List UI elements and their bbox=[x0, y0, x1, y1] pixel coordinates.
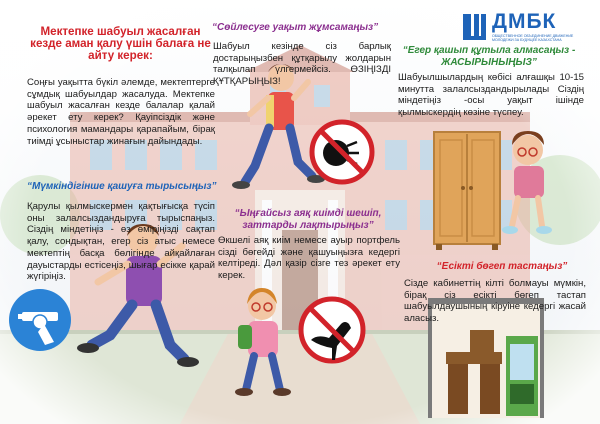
section-heading-shoes: “Ыңғайсыз аяқ киімді шешіп, заттарды лақтырыңыз” bbox=[234, 208, 382, 231]
section-text-flee: Қарулы қылмыскермен қақтығысқа түсіп оны залалсыздандыруға тырыспаңыз. Сіздің міндетіңіз - өз өміріңізді сақтап қалу, сондықтан, егер сіз атыс немесе мектептің басқа бөлігінде айқайлаған дауыстарды естісеңіз, шығар есікке қарай жүгіріңіз. bbox=[27, 201, 215, 283]
section-heading-block-door: “Есікті бөгеп тастаңыз” bbox=[436, 261, 568, 272]
no-talking-sign-icon bbox=[312, 122, 372, 182]
intro-text: Соңғы уақытта бүкіл әлемде, мектептерге сұмдық шабуылдар жасалуда. Мектепке шабуыл жасалған кезде балалар қалай әрекет ету керек? Қауіпсіздік және психология мамандары қарапайым, бірақ тиімді ұсыныстар жинағын дайындады. bbox=[27, 77, 215, 147]
section-text-block-door: Сізде кабинеттің кілті болмауы мүмкін, бірақ сіз есікті бөгеп тастап шабуылдаушының кіруіне кедергі жасай аласыз. bbox=[404, 278, 586, 325]
section-heading-no-talking: “Сөйлесуге уақыт жұмсамаңыз” bbox=[212, 22, 379, 33]
no-high-heels-sign-icon bbox=[301, 299, 363, 361]
page-title: Мектепке шабуыл жасалған кезде аман қалу үшін балаға не айту керек: bbox=[30, 25, 211, 63]
logo-mark-icon bbox=[462, 12, 488, 42]
section-text-no-talking: Шабуыл кезінде сіз барлық достарыңызбен құтқарылу жолдарын талқылап үлгермейсіз. ӨЗІҢІЗДІ ҚҰТҚАРЫҢЫЗ! bbox=[213, 41, 391, 88]
logo-wordmark: ДМБК bbox=[492, 10, 557, 33]
logo-subtitle: ОБЩЕСТВЕННОЕ ОБЪЕДИНЕНИЕ ДВИЖЕНИЕ МОЛОДЕЖИ ЗА БУДУЩЕЕ КАЗАХСТАНА bbox=[492, 34, 574, 43]
wardrobe-illustration bbox=[434, 132, 500, 250]
section-heading-flee: “Мүмкіндігінше қашуға тырысыңыз” bbox=[27, 181, 217, 192]
section-text-hide: Шабуылшылардың көбісі алғашқы 10-15 минутта залалсыздандырылады Сіздің міндетіңіз -осы уақыт ішінде қылмыскердің көзіне түспеу. bbox=[398, 72, 584, 119]
gun-icon bbox=[9, 289, 71, 351]
section-heading-hide: “Егер қашып құтыла алмасаңыз - ЖАСЫРЫНЫҢЫЗ” bbox=[402, 45, 576, 68]
dmbk-logo bbox=[462, 10, 588, 46]
section-text-shoes: Өкшелі аяқ киім немесе ауыр портфель сізді бөгейді және қашуыңызға кедергі келтіреді. Дәл қазір сізге тез әрекет ету керек. bbox=[218, 235, 400, 282]
